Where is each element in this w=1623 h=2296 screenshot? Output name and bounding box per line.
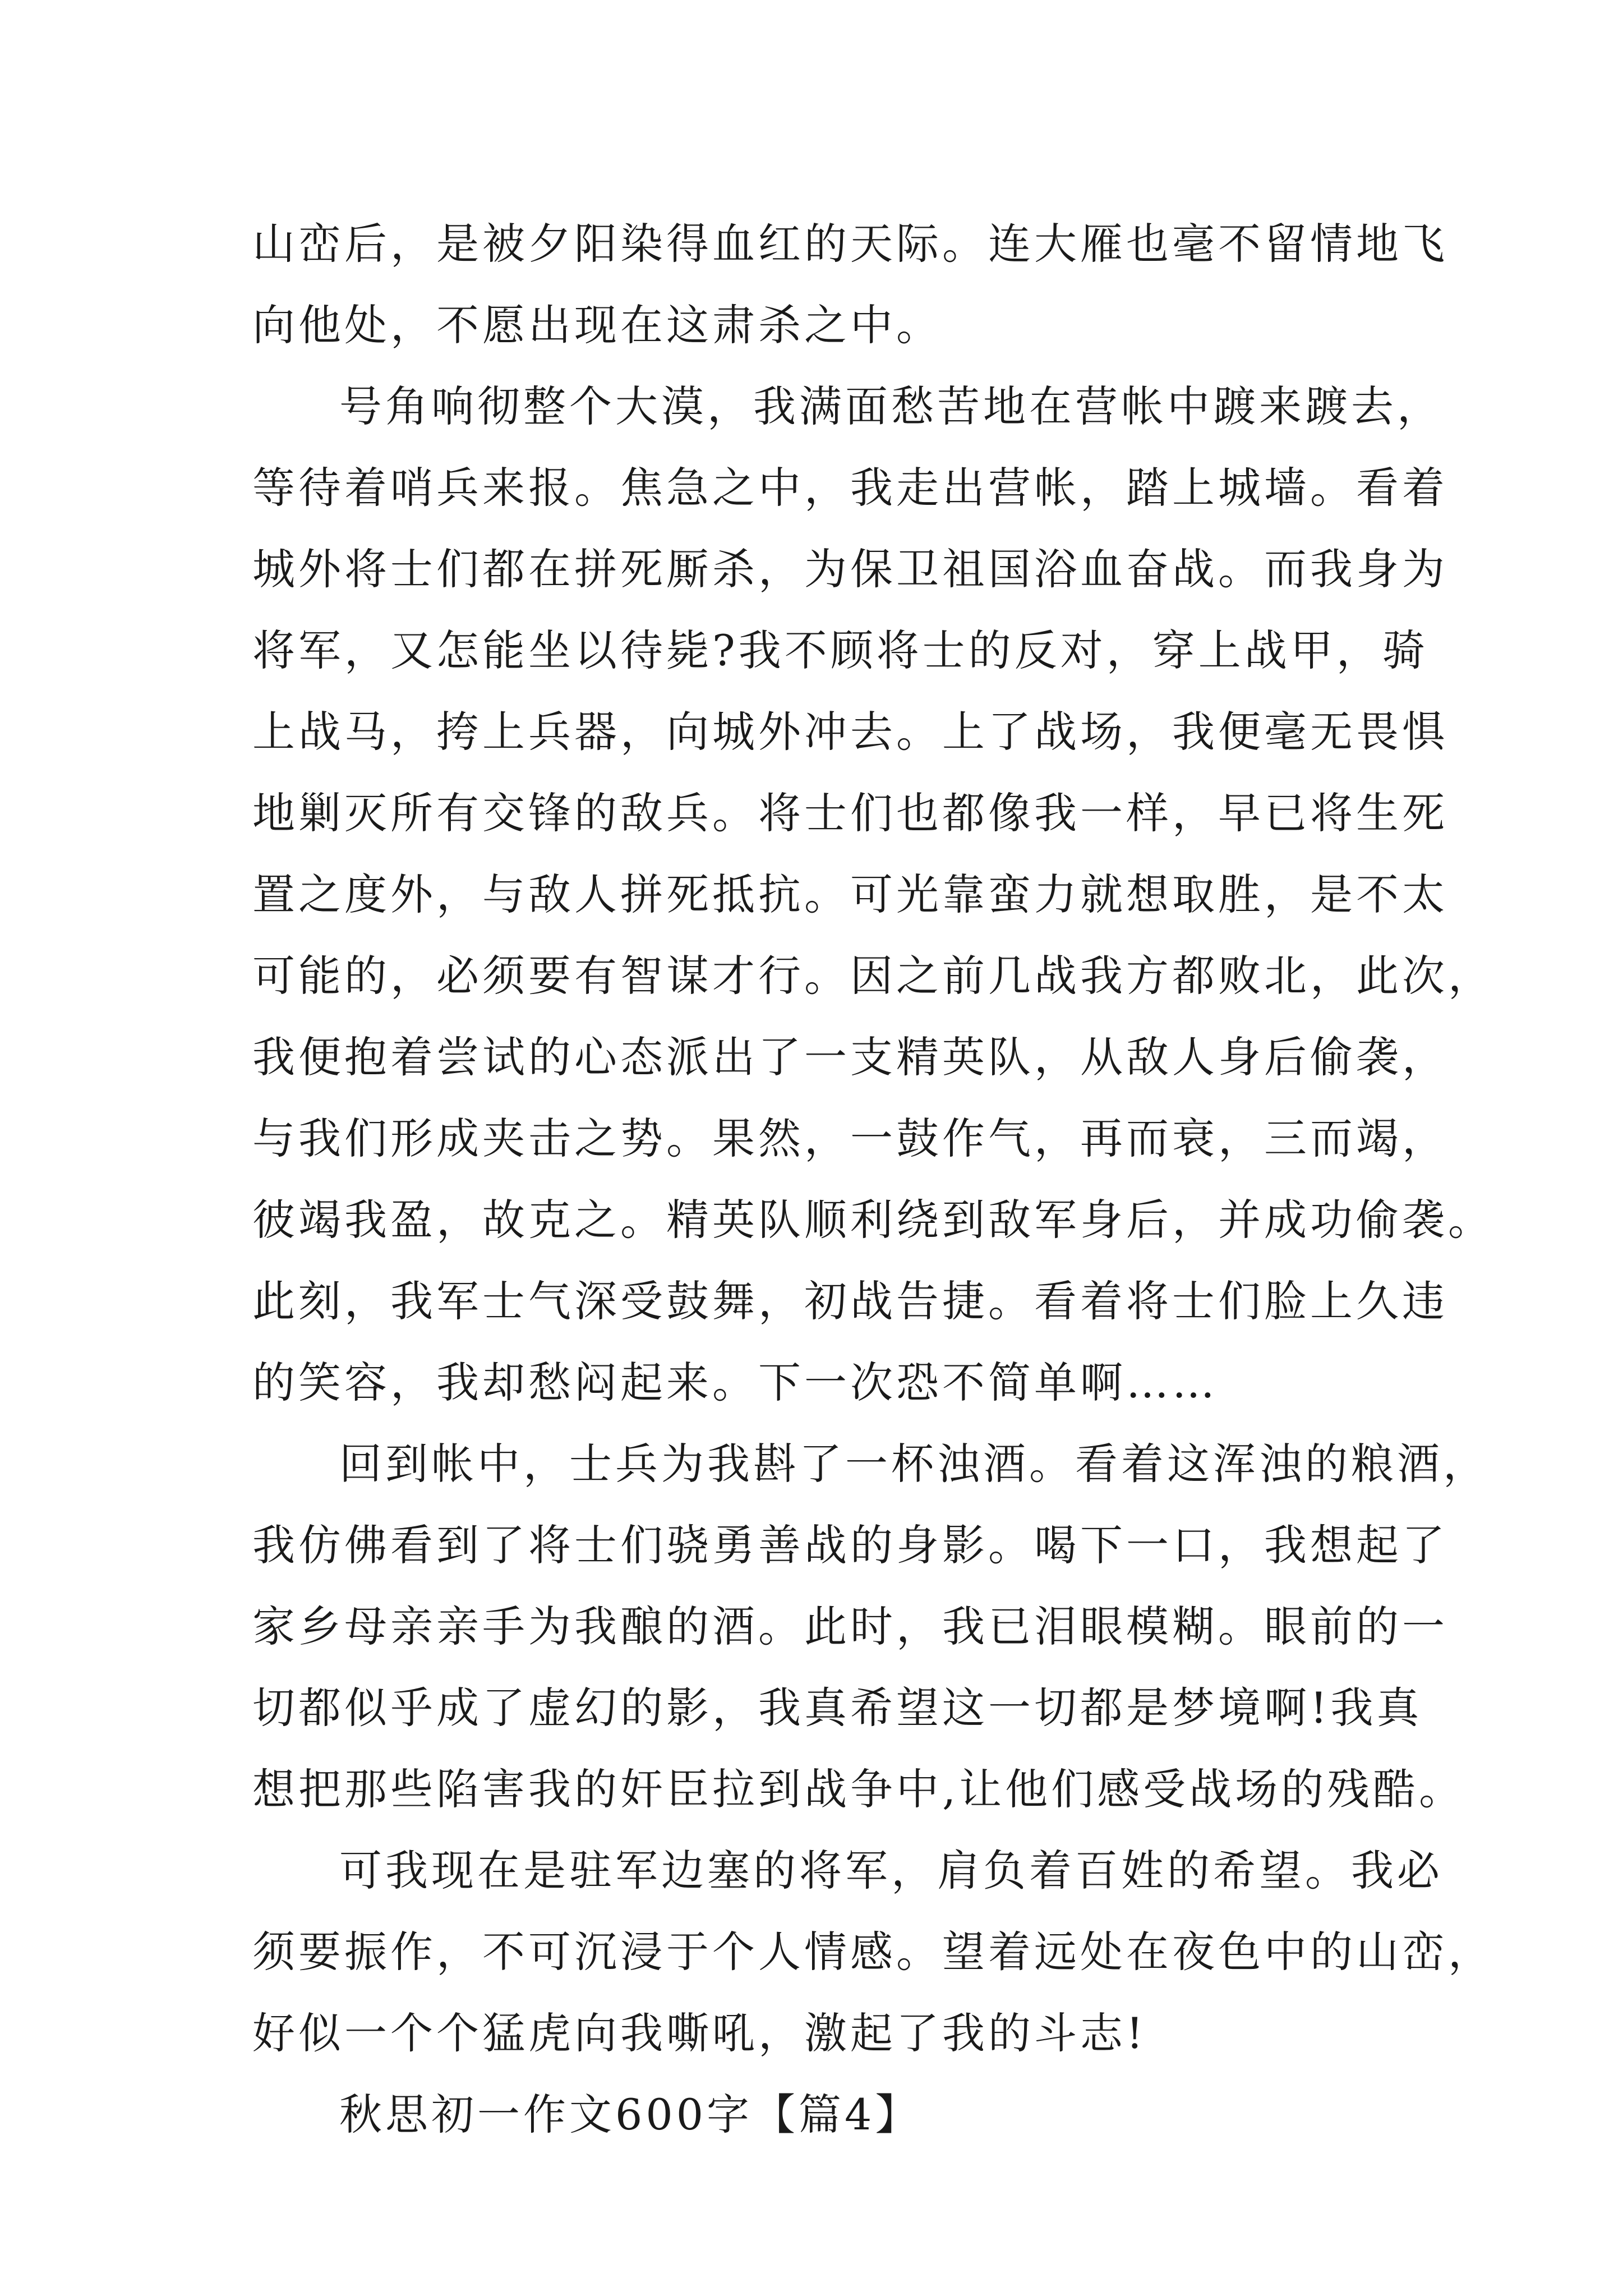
text-line: 与我们形成夹击之势。果然，一鼓作气，再而衰，三而竭， [252,1114,1448,1163]
text-line: 的笑容，我却愁闷起来。下一次恐不简单啊…… [252,1358,1218,1407]
text-line: 地剿灭所有交锋的敌兵。将士们也都像我一样，早已将生死 [252,788,1448,838]
text-line: 山峦后，是被夕阳染得血红的天际。连大雁也毫不留情地飞 [252,219,1448,269]
text-line: 我仿佛看到了将士们骁勇善战的身影。喝下一口，我想起了 [252,1520,1448,1570]
text-line: 置之度外，与敌人拼死抵抗。可光靠蛮力就想取胜，是不太 [252,869,1448,919]
text-line: 彼竭我盈，故克之。精英队顺利绕到敌军身后，并成功偷袭。 [252,1195,1494,1245]
text-line: 城外将士们都在拼死厮杀，为保卫祖国浴血奋战。而我身为 [252,544,1448,594]
text-line: 可能的，必须要有智谋才行。因之前几战我方都败北，此次， [252,951,1494,1001]
paragraph-start-line: 号角响彻整个大漠，我满面愁苦地在营帐中踱来踱去， [339,381,1443,431]
text-line: 等待着哨兵来报。焦急之中，我走出营帐，踏上城墙。看着 [252,463,1448,513]
text-line: 须要振作，不可沉浸于个人情感。望着远处在夜色中的山峦， [252,1927,1494,1977]
text-line: 切都似乎成了虚幻的影，我真希望这一切都是梦境啊!我真 [252,1683,1423,1733]
section-heading: 秋思初一作文600字【篇4】 [339,2090,921,2139]
text-line: 此刻，我军士气深受鼓舞，初战告捷。看着将士们脸上久违 [252,1276,1448,1326]
text-line: 向他处，不愿出现在这肃杀之中。 [252,300,942,350]
paragraph-start-line: 回到帐中，士兵为我斟了一杯浊酒。看着这浑浊的粮酒， [339,1439,1489,1489]
text-line: 我便抱着尝试的心态派出了一支精英队，从敌人身后偷袭， [252,1032,1448,1082]
text-line: 想把那些陷害我的奸臣拉到战争中,让他们感受战场的残酷。 [252,1764,1465,1814]
paragraph-start-line: 可我现在是驻军边塞的将军，肩负着百姓的希望。我必 [339,1846,1443,1895]
text-line: 将军，又怎能坐以待毙?我不顾将士的反对，穿上战甲，骑 [252,625,1428,675]
text-line: 家乡母亲亲手为我酿的酒。此时，我已泪眼模糊。眼前的一 [252,1602,1448,1651]
text-line: 上战马，挎上兵器，向城外冲去。上了战场，我便毫无畏惧 [252,707,1448,757]
text-line: 好似一个个猛虎向我嘶吼，激起了我的斗志! [252,2008,1147,2058]
